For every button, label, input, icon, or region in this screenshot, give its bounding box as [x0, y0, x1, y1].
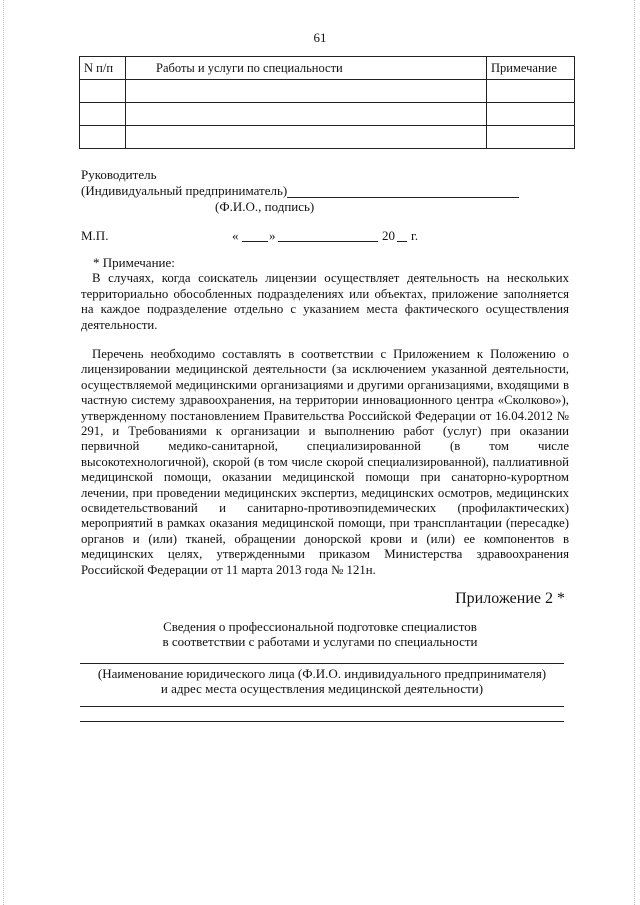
stamp-label: М.П.	[81, 228, 109, 243]
address-fill-line	[80, 706, 564, 707]
signature-line	[287, 197, 519, 198]
table-cell	[487, 103, 575, 126]
table-cell	[80, 80, 126, 103]
fio-sign-label: (Ф.И.О., подпись)	[215, 199, 315, 214]
table-cell	[487, 126, 575, 149]
annex-name-line2: и адрес места осуществления медицинской деятельности)	[160, 681, 484, 696]
table-row	[80, 103, 575, 126]
date-suffix: г.	[411, 228, 419, 243]
header-number: N п/п	[80, 57, 126, 80]
table-cell	[126, 126, 487, 149]
table-cell	[126, 80, 487, 103]
table-cell	[487, 80, 575, 103]
head-label: Руководитель	[81, 167, 157, 182]
table-row	[80, 80, 575, 103]
header-services: Работы и услуги по специальности	[126, 57, 487, 80]
address-fill-line	[80, 721, 564, 722]
date-quote-open: «	[232, 228, 239, 243]
date-quote-close: »	[269, 228, 276, 243]
table-cell	[80, 103, 126, 126]
annex-heading-line2: в соответствии с работами и услугами по специальности	[162, 634, 478, 649]
table-cell	[80, 126, 126, 149]
table-header-row	[80, 57, 575, 80]
list-paragraph: Перечень необходимо составлять в соответствии с Приложением к Положению о лицензировании медицинской деятельности (за исключением указанной деятельности, осуществляемой медицинскими организациями и другими организациями, входящими в частную систему здравоохранения, на территории инновационного центра «Сколково»), утвержденному постановлением Правительства Российской Федерации от 16.04.2012 № 291, и Требованиями к организации и выполнению работ (услуг) при оказании первичной медико-санитарной, специализированной (в том числе высокотехнологичной), скорой (в том числе скорой специализированной), паллиативной медицинской помощи, оказании медицинской помощи при санаторно-курортном лечении, при проведении медицинских экспертиз, медицинских осмотров, медицинских освидетельствований и санитарно-противоэпидемических (профилактических) мероприятий в рамках оказания медицинской помощи, при трансплантации (пересадке) органов и (или) тканей, обращении донорской крови и (или) ее компонентов в медицинских целях, утвержденными приказом Министерства здравоохранения Российской Федерации от 11 марта 2013 года № 121н.	[81, 347, 569, 577]
scan-edge-right	[634, 0, 635, 905]
date-day-line	[242, 241, 268, 242]
note-heading: * Примечание:	[93, 255, 175, 270]
page-number: 61	[313, 30, 327, 45]
scan-edge-left	[3, 0, 4, 905]
table-row	[80, 126, 575, 149]
table-cell	[126, 103, 487, 126]
date-year: 20	[382, 228, 395, 243]
services-table	[79, 56, 575, 149]
entrepreneur-label: (Индивидуальный предприниматель)	[81, 183, 288, 198]
date-year-line	[397, 241, 407, 242]
annex-name-line1: (Наименование юридического лица (Ф.И.О. индивидуального предпринимателя)	[97, 666, 547, 681]
annex-title: Приложение 2 *	[455, 590, 565, 607]
date-month-line	[278, 241, 378, 242]
name-fill-line	[80, 663, 564, 664]
header-note: Примечание	[487, 57, 575, 80]
annex-heading-line1: Сведения о профессиональной подготовке специалистов	[163, 619, 477, 634]
note-text: В случаях, когда соискатель лицензии осуществляет деятельность на нескольких территориально обособленных подразделениях или объектах, приложение заполняется на каждое подразделение отдельно с указанием места фактического осуществления деятельности.	[81, 271, 569, 332]
